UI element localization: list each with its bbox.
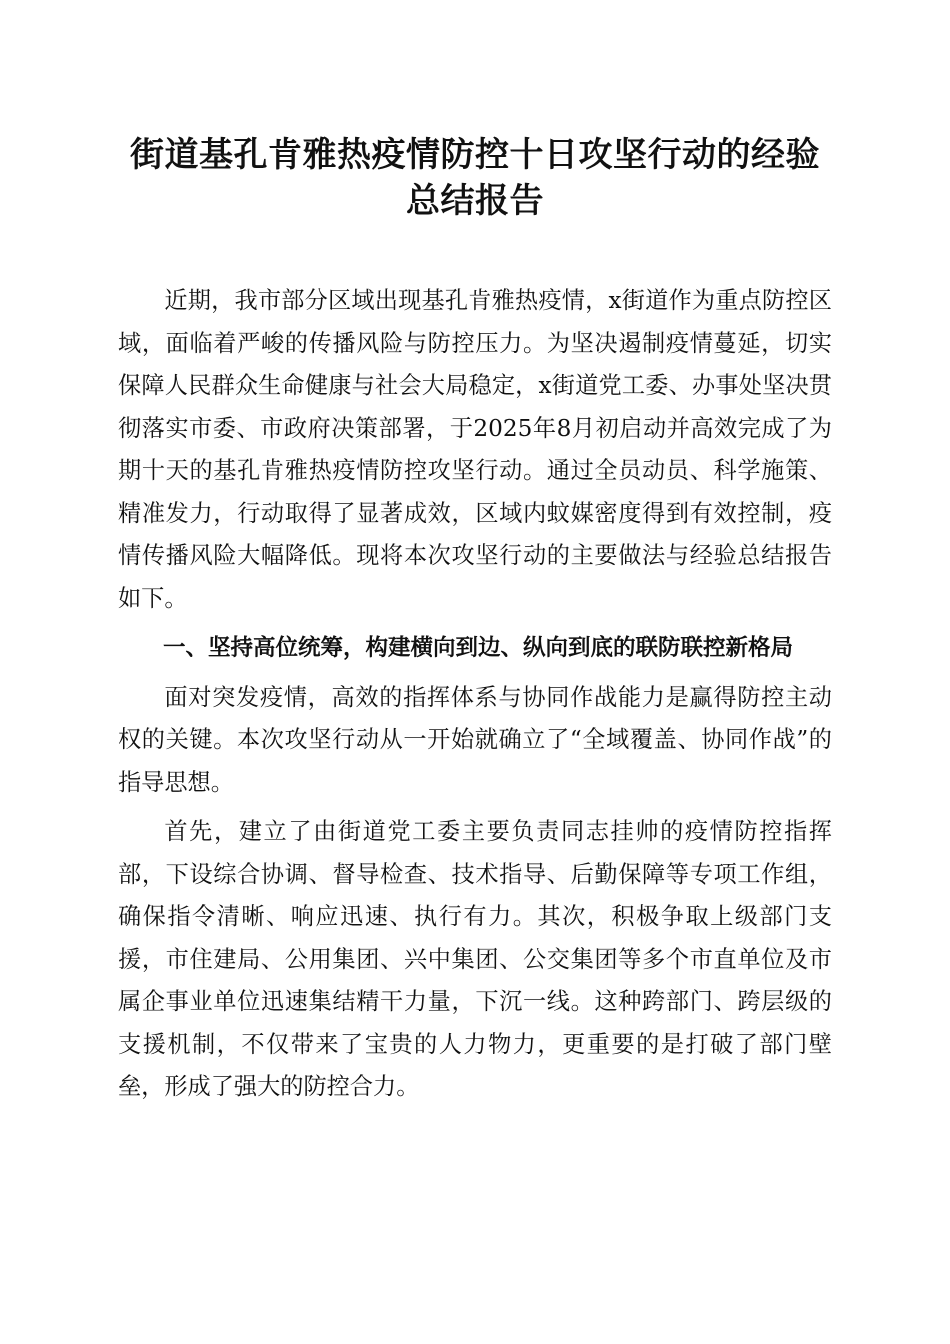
document-title (118, 132, 832, 224)
section-1-paragraph-1: 面对突发疫情，高效的指挥体系与协同作战能力是赢得防控主动权的关键。本次攻坚行动从一开始就确立了“全域覆盖、协同作战”的指导思想。 (118, 683, 832, 796)
document-body (118, 280, 832, 1109)
section-heading-1: 一、坚持高位统筹，构建横向到边、纵向到底的联防联控新格局 (163, 635, 794, 661)
title-line-2: 总结报告 (406, 181, 544, 221)
intro-paragraph: 近期，我市部分区域出现基孔肯雅热疫情，x街道作为重点防控区域，面临着严峻的传播风险与防控压力。为坚决遏制疫情蔓延，切实保障人民群众生命健康与社会大局稳定，x街道党工委、办事处坚决贯彻落实市委、市政府决策部署，于2025年8月初启动并高效完成了为期十天的基孔肯雅热疫情防控攻坚行动。通过全员动员、科学施策、精准发力，行动取得了显著成效，区域内蚊媒密度得到有效控制，疫情传播风险大幅降低。现将本次攻坚行动的主要做法与经验总结报告如下。 (118, 287, 832, 612)
title-line-1: 街道基孔肯雅热疫情防控十日攻坚行动的经验 (130, 135, 820, 175)
section-1-paragraph-2: 首先，建立了由街道党工委主要负责同志挂帅的疫情防控指挥部，下设综合协调、督导检查、技术指导、后勤保障等专项工作组，确保指令清晰、响应迅速、执行有力。其次，积极争取上级部门支援，市住建局、公用集团、兴中集团、公交集团等多个市直单位及市属企事业单位迅速集结精干力量，下沉一线。这种跨部门、跨层级的支援机制，不仅带来了宝贵的人力物力，更重要的是打破了部门壁垒，形成了强大的防控合力。 (118, 818, 832, 1100)
